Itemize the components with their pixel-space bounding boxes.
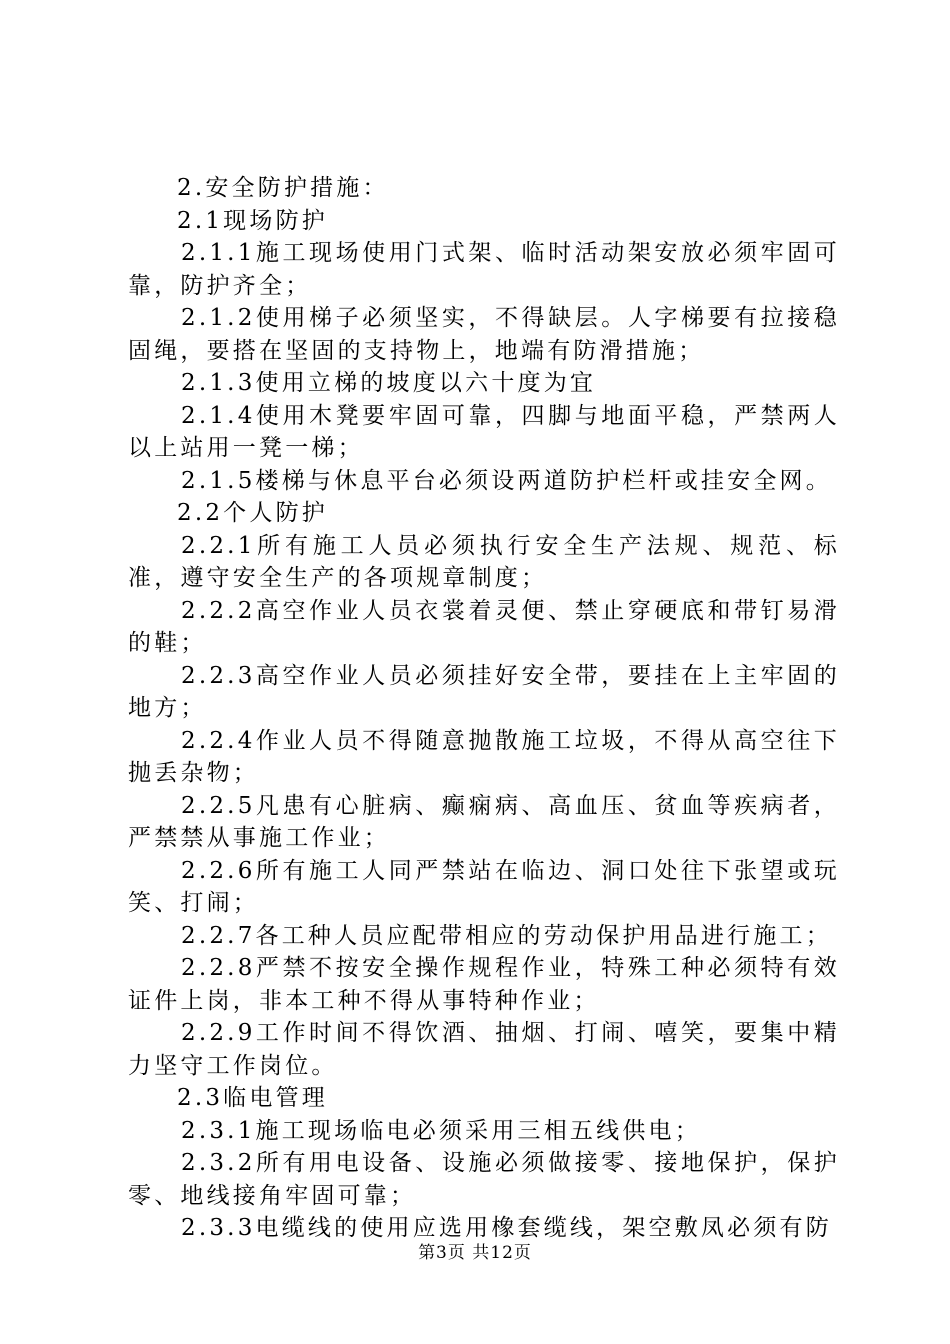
paragraph-2-3-1: 2.3.1施工现场临电必须采用三相五线供电； [181, 1117, 701, 1144]
paragraph-2-2-5: 2.2.5凡患有心脏病、癫痫病、高血压、贫血等疾病者，严禁禁从事施工作业； [128, 792, 840, 851]
paragraph-2-3-2: 2.3.2所有用电设备、设施必须做接零、接地保护，保护零、地线接角牢固可靠； [128, 1150, 840, 1209]
paragraph-2-2-7: 2.2.7各工种人员应配带相应的劳动保护用品进行施工； [181, 922, 832, 949]
paragraph-2-1-2: 2.1.2使用梯子必须坚实，不得缺层。人字梯要有拉接稳固绳，要搭在坚固的支持物上，地端有防滑措施； [128, 305, 840, 364]
paragraph-2-2-6: 2.2.6所有施工人同严禁站在临边、洞口处往下张望或玩笑、打闹； [128, 857, 840, 916]
paragraph-2-2-1: 2.2.1所有施工人员必须执行安全生产法规、规范、标准，遵守安全生产的各项规章制度； [128, 532, 840, 591]
paragraph-2-1-5: 2.1.5楼梯与休息平台必须设两道防护栏杆或挂安全网。 [181, 467, 832, 494]
subsection-heading-personal-protection: 2.2个人防护 [177, 500, 328, 526]
paragraph-2-1-1: 2.1.1施工现场使用门式架、临时活动架安放必须牢固可靠，防护齐全； [128, 240, 840, 299]
section-heading-safety-measures: 2.安全防护措施： [177, 175, 389, 201]
paragraph-2-2-9: 2.2.9工作时间不得饮酒、抽烟、打闹、嘻笑，要集中精力坚守工作岗位。 [128, 1020, 840, 1079]
subsection-heading-temporary-power: 2.3临电管理 [177, 1085, 328, 1111]
paragraph-2-2-4: 2.2.4作业人员不得随意抛散施工垃圾，不得从高空往下抛丢杂物； [128, 727, 840, 786]
paragraph-2-2-3: 2.2.3高空作业人员必须挂好安全带，要挂在上主牢固的地方； [128, 662, 840, 721]
page-number-footer: 第3页 共12页 [418, 1243, 532, 1263]
paragraph-2-2-2: 2.2.2高空作业人员衣裳着灵便、禁止穿硬底和带钉易滑的鞋； [128, 597, 840, 656]
paragraph-2-3-3: 2.3.3电缆线的使用应选用橡套缆线，架空敷凤必须有防 [181, 1215, 832, 1241]
paragraph-2-1-4: 2.1.4使用木凳要牢固可靠，四脚与地面平稳，严禁两人以上站用一凳一梯； [128, 402, 840, 461]
paragraph-2-1-3: 2.1.3使用立梯的坡度以六十度为宜 [181, 370, 597, 396]
paragraph-2-2-8: 2.2.8严禁不按安全操作规程作业，特殊工种必须特有效证件上岗，非本工种不得从事特种作业； [128, 955, 840, 1014]
subsection-heading-site-protection: 2.1现场防护 [177, 207, 328, 234]
document-body [128, 172, 840, 1245]
